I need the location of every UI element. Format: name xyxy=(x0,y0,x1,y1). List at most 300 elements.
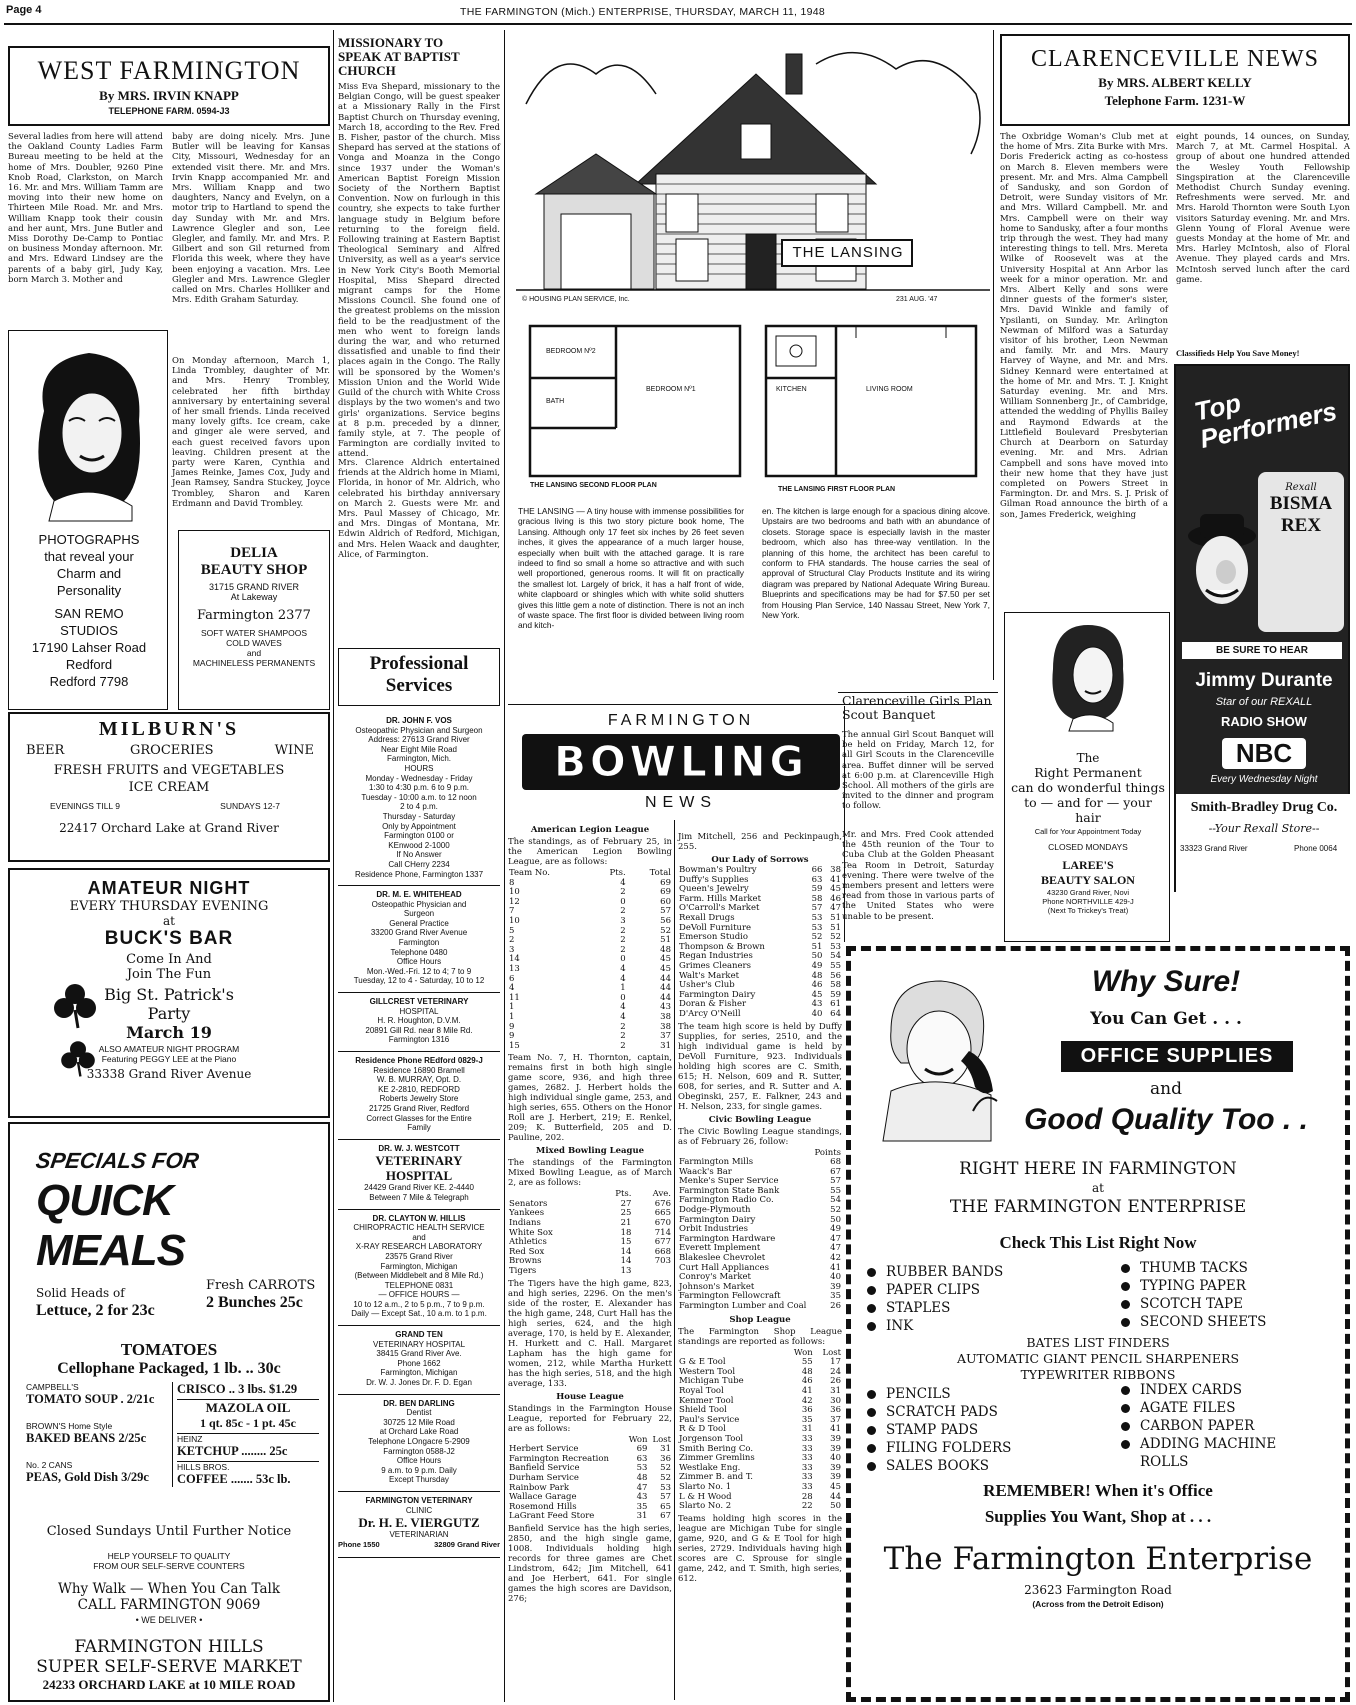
professional-card xyxy=(338,1326,500,1395)
bowling-column-spacer xyxy=(678,714,842,830)
table-cell: Rexall Drugs xyxy=(679,912,735,923)
card-line: Except Thursday xyxy=(389,1475,449,1485)
table-cell: 59 xyxy=(811,884,823,895)
table-cell: 10 xyxy=(509,915,520,926)
table-cell: 37 xyxy=(830,1414,841,1425)
service: COLD WAVES xyxy=(226,638,282,648)
table-cell: Farmington Recreation xyxy=(509,1453,609,1464)
standings-table xyxy=(508,1436,672,1522)
checklist-item xyxy=(867,1439,1067,1457)
card-line: Residence Phone REdford 0829-J xyxy=(355,1056,483,1065)
checklist-label: ROLLS xyxy=(1140,1454,1189,1470)
column-header: Ave. xyxy=(652,1189,671,1200)
table-cell: 55 xyxy=(830,1185,841,1196)
checklist-item xyxy=(867,1299,1067,1317)
table-cell: 14 xyxy=(509,954,520,965)
league-text: Banfield Service has the high series, 2850, and the high single game, 1008. Individuals holding high records for three games are Chet Lindstrom, 642; Jim Mitchell, 641 and Joe Herbert, 641. For single games the high scores are Davidson, 276; xyxy=(508,1523,672,1604)
table-cell: Kenmer Tool xyxy=(679,1395,734,1406)
card-line: Osteopathic Physician and xyxy=(371,899,467,909)
table-cell: 57 xyxy=(811,903,823,914)
checklist-left xyxy=(867,1385,1067,1475)
table-cell: 46 xyxy=(830,893,841,904)
house-description: THE LANSING — A tiny house with immense possibilities for gracious living is this two story picture book home, The Lansing. Although only 17 feet six inches by 26 feet seven inches, it gives the appearance of a much larger house, especially when built with the attached garage. It is rare indeed to find so small a home so attractive and with such well proportioned, generous rooms. It will fit on practically the smallest lot. Largely of brick, it has a half front of wide, white clapboard or shingles which with white solid shutters gives this little gem a note of distinction. There is not an inch of waste space. The first floor is divided between living room and kitch- xyxy=(518,506,744,631)
table-cell: 31 xyxy=(801,1424,813,1435)
league-heading: Shop League xyxy=(729,1314,791,1325)
table-cell: 50 xyxy=(830,1214,841,1225)
table-cell: 3 xyxy=(509,944,515,955)
table-cell: Thompson & Brown xyxy=(679,941,765,952)
table-cell: 42 xyxy=(830,1253,841,1264)
table-cell: Royal Tool xyxy=(679,1385,724,1396)
table-cell: Duffy's Supplies xyxy=(679,874,749,885)
league-text: Teams holding high scores in the league are Michigan Tube for single game, 920, and G & E Tool for high series, 2729. Individuals having high scores are C. Sprouse for single game, 242, and T. Smith, high series, 612. xyxy=(678,1513,842,1584)
bullet-icon xyxy=(867,1390,876,1399)
table-cell: 45 xyxy=(660,963,671,974)
table-cell: 10 xyxy=(509,887,520,898)
table-cell: 48 xyxy=(660,944,671,955)
card-line: VETERINARY xyxy=(375,1153,463,1169)
table-cell: 57 xyxy=(660,906,671,917)
table-cell: 31 xyxy=(830,1385,841,1396)
table-row xyxy=(508,955,672,965)
table-cell: 46 xyxy=(811,980,823,991)
star-name: Jimmy Durante xyxy=(1195,670,1333,691)
card-line: H. R. Houghton, D.V.M. xyxy=(377,1016,461,1026)
table-cell: Farmington State Bank xyxy=(679,1185,780,1196)
table-row xyxy=(508,917,672,927)
table-cell: 41 xyxy=(830,1262,841,1273)
table-cell: 69 xyxy=(636,1444,648,1455)
floor-plans xyxy=(516,318,990,502)
table-cell: 2 xyxy=(620,944,626,955)
item-brand: HEINZ xyxy=(177,1434,203,1444)
card-line: Roberts Jewelry Store xyxy=(379,1094,459,1104)
table-cell: 35 xyxy=(801,1414,813,1425)
card-line: Office Hours xyxy=(396,957,442,967)
table-cell: 13 xyxy=(509,963,520,974)
table-cell: 47 xyxy=(636,1482,648,1493)
item-label: Solid Heads of xyxy=(36,1286,125,1300)
san-remo-ad xyxy=(8,330,168,710)
table-cell: 52 xyxy=(660,1473,671,1483)
table-cell: 44 xyxy=(830,1491,841,1502)
card-line: CHIROPRACTIC HEALTH SERVICE xyxy=(353,1223,485,1233)
column-header: Total xyxy=(649,868,671,878)
table-cell: 67 xyxy=(660,1511,671,1522)
league-heading: House League xyxy=(556,1391,624,1402)
ad-headline: Why Sure! xyxy=(1091,965,1241,998)
table-cell: Rosemond Hills xyxy=(509,1501,577,1512)
card-line: 24429 Grand River KE. 2-4440 xyxy=(364,1183,474,1193)
table-cell: 50 xyxy=(811,951,823,962)
table-cell: 43 xyxy=(636,1492,648,1503)
ad-banner: OFFICE SUPPLIES xyxy=(1061,1041,1293,1072)
card-footer xyxy=(338,1540,500,1551)
table-cell: 52 xyxy=(660,925,671,936)
woman-portrait xyxy=(14,341,164,521)
card-line: HOSPITAL xyxy=(399,1006,439,1016)
west-farmington-header xyxy=(8,46,330,126)
league-text: The Farmington Shop League standings are reported as follows: xyxy=(678,1326,842,1347)
table-cell: 33 xyxy=(801,1433,813,1444)
table-cell: Farmington Mills xyxy=(679,1157,754,1168)
table-row xyxy=(508,946,672,956)
table-cell: 57 xyxy=(830,1176,841,1187)
checklist-label: BATES LIST FINDERS xyxy=(1026,1335,1170,1350)
bullet-icon xyxy=(1121,1422,1130,1431)
ad-item: GROCERIES xyxy=(130,743,214,758)
house-illustration xyxy=(516,34,990,310)
card-line: Thursday - Saturday xyxy=(382,811,456,821)
table-cell: 37 xyxy=(660,1031,671,1042)
item-brand: HILLS BROS. xyxy=(177,1462,230,1472)
section-title: Services xyxy=(385,675,453,696)
table-cell: Slarto No. 1 xyxy=(679,1481,732,1492)
quick-meals-ad xyxy=(8,1122,330,1702)
table-row xyxy=(508,907,672,917)
bullet-icon xyxy=(867,1426,876,1435)
bullet-icon xyxy=(867,1462,876,1471)
table-cell: 38 xyxy=(830,865,841,875)
professional-card xyxy=(338,1052,500,1140)
table-cell: R & D Tool xyxy=(679,1424,726,1435)
ad-line: Supplies You Want, Shop at . . . xyxy=(984,1507,1212,1526)
table-cell: 59 xyxy=(830,989,841,1000)
rexall-ad xyxy=(1174,364,1350,892)
table-cell: G & E Tool xyxy=(679,1357,726,1368)
professional-card xyxy=(338,993,500,1052)
checklist-item xyxy=(1121,1417,1341,1435)
ad-line: Every Wednesday Night xyxy=(1210,774,1318,785)
card-line: 30725 12 Mile Road xyxy=(383,1417,455,1427)
table-cell: 39 xyxy=(830,1462,841,1473)
logo-word: BOWLING xyxy=(553,737,809,786)
table-row xyxy=(508,879,672,889)
checklist-item xyxy=(867,1317,1067,1335)
table-cell: 69 xyxy=(660,887,671,898)
checklist-item xyxy=(867,1403,1067,1421)
table-cell: 40 xyxy=(811,1008,823,1019)
professional-card xyxy=(338,1210,500,1327)
table-cell: 33 xyxy=(801,1453,813,1464)
card-line: Address: 27613 Grand River xyxy=(368,735,470,745)
table-cell: Jorgenson Tool xyxy=(679,1433,744,1444)
amateur-night-ad xyxy=(8,868,330,1118)
ad-line: EVERY THURSDAY EVENING xyxy=(69,899,269,914)
table-cell: Rainbow Park xyxy=(509,1482,570,1493)
item-price: 1 qt. 85c - 1 pt. 45c xyxy=(177,1416,319,1434)
table-cell: 1 xyxy=(509,1002,515,1013)
card-line: DR. CLAYTON W. HILLIS xyxy=(372,1213,466,1223)
column-header: Lost xyxy=(652,1434,671,1445)
jimmy-durante-portrait xyxy=(1182,506,1262,626)
table-cell: 45 xyxy=(660,954,671,965)
table-cell: 665 xyxy=(654,1208,671,1219)
table-cell: 69 xyxy=(660,877,671,888)
checklist-label: SCOTCH TAPE xyxy=(1140,1296,1243,1312)
ad-script: Top Performers xyxy=(1191,387,1340,454)
column-header: Won xyxy=(628,1434,648,1445)
table-cell: 50 xyxy=(830,1501,841,1512)
delia-beauty-shop-ad xyxy=(178,530,330,710)
checklist-item xyxy=(1121,1381,1341,1399)
card-line: 23575 Grand River xyxy=(385,1251,453,1261)
bullet-icon xyxy=(867,1322,876,1331)
article-column: Several ladies from here will attend the Oakland County Ladies Farm Bureau meeting to be held at the home of Mrs. Doubler, 9260 Pine Knob Road, Clarkston, on March 16. Mr. and Mrs. William Tamm are moving into their new home on Thirteen Mile Road. Mr. and Mrs. William Knapp took their cousin and her aunt, Mrs. June Butler and Miss Dorothy De-Camp to Pontiac on business Monday afternoon. Mr. and Mrs. Edward Lindsey are the parents of a baby girl, Judy Kay, born March 3. Mother and xyxy=(8,132,163,285)
table-cell: 49 xyxy=(811,960,823,971)
checklist-label: STAMP PADS xyxy=(886,1422,979,1438)
checklist-label: AUTOMATIC GIANT PENCIL SHARPENERS xyxy=(956,1351,1240,1366)
studio-address: 17190 Lahser Road xyxy=(31,640,147,655)
table-row xyxy=(508,975,672,985)
table-cell: 3 xyxy=(620,915,626,926)
house-name: THE LANSING xyxy=(792,244,904,261)
table-cell: Farmington Dairy xyxy=(679,1214,756,1225)
checklist-item xyxy=(1121,1295,1341,1313)
table-cell: Queen's Jewelry xyxy=(679,884,749,895)
birthday-story: On Monday afternoon, March 1, Linda Trombley, daughter of Mr. and Mrs. Henry Trombley, celebrated her fifth birthday anniversary by entertaining several of her small friends. Linda received many lovely gifts. Ice cream, cake and ginger ale were served, and each guest received favors upon leaving. Children present at the party were Karen, Cynthia and James Reinke, James Cox, Judy and Jean Ramsey, Sandra Stuckey, Joyce Trombley, Sharon and Karen Erdmann and David Trombley. xyxy=(172,356,330,509)
table-cell: 22 xyxy=(801,1501,813,1512)
item-price: 2 Bunches 25c xyxy=(206,1294,303,1311)
table-cell: 676 xyxy=(654,1198,671,1209)
house-description: en. The kitchen is large enough for a spacious dining alcove. Upstairs are two bedrooms and bath with an abundance of closets. Storage space is especially lavish in the master bedroom, which also has three-way ventilation. In the planning of this home, the architect has been careful to conform to FHA standards. The house carries the seal of approval of Structural Clay Products Institute and its wiring diagram was prepared by National Adequate Wiring Bureau. Blueprints and specifications may be had for $7.50 per set from Housing Plan Service, 140 Nassau Street, New York 7, New York. xyxy=(762,506,990,621)
newspaper-location: (Across from the Detroit Edison) xyxy=(1032,1599,1164,1609)
checklist-title: Check This List Right Now xyxy=(999,1233,1197,1252)
table-cell: 668 xyxy=(654,1246,671,1257)
professional-cards xyxy=(338,712,500,1700)
column-header: Pts. xyxy=(615,1189,632,1200)
nbc-logo: NBC xyxy=(1222,738,1306,769)
service: and xyxy=(246,648,262,658)
checklist-label: SECOND SHEETS xyxy=(1140,1314,1267,1330)
league-heading: Our Lady of Sorrows xyxy=(711,855,809,865)
ad-line: Big St. Patrick's xyxy=(104,985,234,1004)
card-line: Only by Appointment xyxy=(382,821,456,831)
professional-services-header xyxy=(338,648,500,706)
professional-card xyxy=(338,886,500,993)
hours: SUNDAYS 12-7 xyxy=(220,801,280,811)
store-name: FARMINGTON HILLS xyxy=(74,1637,264,1657)
column-header: Points xyxy=(814,1147,841,1158)
article-column: baby are doing nicely. Mrs. June Butler will be leaving for Kansas City, Missouri, Wednesday for an extended visit there. Mr. and Mrs. Irvin Knapp accompanied Mr. and Mrs. William Knapp and two daughters, Nancy and Evelyn, on a motor trip to Hartland to spend the day Sunday with Mr. and Mrs. Lawrence Glegler and son, Lee Glegler, and family. Mr. and Mrs. P. Gilbert and son Gil returned from Florida this week, where they have been enjoying a vacation. Mrs. Lee Glegler and Mrs. Lawrence Glegler called on Mrs. Charles Holliker and Mrs. Edith Graham Saturday. xyxy=(172,132,330,306)
checklist-label: TYPEWRITER RIBBONS xyxy=(1020,1367,1176,1382)
card-line: 33200 Grand River Avenue xyxy=(370,928,468,938)
checklist-label: SCRATCH PADS xyxy=(886,1404,998,1420)
table-cell: 31 xyxy=(660,1040,671,1051)
table-cell: 41 xyxy=(801,1385,813,1396)
table-cell: 56 xyxy=(830,970,841,981)
ad-headline: AMATEUR NIGHT xyxy=(87,878,251,898)
checklist-item xyxy=(1121,1399,1341,1417)
ad-line: Why Walk — When You Can Talk xyxy=(57,1581,281,1597)
checklist-item xyxy=(867,1421,1067,1439)
plan-caption: THE LANSING FIRST FLOOR PLAN xyxy=(778,486,896,493)
table-cell: 61 xyxy=(830,999,841,1010)
card-line: Monday - Wednesday - Friday xyxy=(365,773,473,783)
card-line: 38415 Grand River Ave. xyxy=(376,1349,462,1359)
studio-city: Redford xyxy=(65,657,113,672)
shop-name: BEAUTY SHOP xyxy=(200,562,308,578)
card-line: General Practice xyxy=(389,918,449,928)
table-row xyxy=(508,1042,672,1052)
table-cell: 4 xyxy=(620,963,626,974)
checklist-label: STAPLES xyxy=(886,1300,951,1316)
salon-phone: Phone NORTHVILLE 429-J xyxy=(1042,897,1134,906)
bullet-icon xyxy=(1121,1318,1130,1327)
table-cell: 35 xyxy=(830,1291,841,1302)
ad-line: RADIO SHOW xyxy=(1221,714,1307,729)
ad-line: Personality xyxy=(56,583,122,598)
table-cell: 28 xyxy=(801,1491,813,1502)
item-price: KETCHUP ........ 25c xyxy=(177,1444,319,1462)
league-text: The standings of the Farmington Mixed Bowling League, as of March 2, are as follows: xyxy=(508,1158,672,1189)
studio-phone: Redford 7798 xyxy=(49,674,129,689)
item-price: BAKED BEANS 2/25c xyxy=(26,1431,147,1445)
ad-line: and xyxy=(1150,1079,1182,1099)
card-line: 1:30 to 4:30 p.m. 6 to 9 p.m. xyxy=(368,783,470,793)
table-cell: 45 xyxy=(830,1481,841,1492)
table-cell: 43 xyxy=(811,999,823,1010)
ad-line: ALSO AMATEUR NIGHT PROGRAM xyxy=(98,1044,240,1054)
ad-line: REMEMBER! When it's Office xyxy=(983,1481,1213,1500)
card-line: — OFFICE HOURS — xyxy=(378,1290,460,1300)
store-address: 24233 ORCHARD LAKE at 10 MILE ROAD xyxy=(42,1677,296,1692)
table-cell: 40 xyxy=(830,1453,841,1464)
table-cell: Grimes Cleaners xyxy=(679,960,751,971)
item-price: COFFEE ....... 53c lb. xyxy=(177,1472,291,1486)
checklist-label: PAPER CLIPS xyxy=(886,1282,980,1298)
ad-line: Come In And xyxy=(126,952,212,967)
ad-item: WINE xyxy=(274,743,314,758)
ad-line: Right Permanent xyxy=(1034,765,1142,780)
jar-label: Rexall xyxy=(1285,482,1317,493)
card-line: VETERINARY HOSPITAL xyxy=(372,1339,466,1349)
table-cell: 53 xyxy=(830,941,841,952)
column-header: Won xyxy=(793,1347,813,1358)
card-line: Dr. W. J. Jones Dr. F. D. Egan xyxy=(366,1378,472,1388)
table-cell: Paul's Service xyxy=(679,1414,740,1425)
table-cell: Browns xyxy=(509,1256,542,1267)
league-heading: Civic Bowling League xyxy=(708,1114,812,1125)
table-cell: 53 xyxy=(811,922,823,933)
table-cell: 36 xyxy=(801,1405,813,1416)
store-name: SUPER SELF-SERVE MARKET xyxy=(36,1657,302,1677)
table-row xyxy=(508,898,672,908)
clinic-address: 32809 Grand River xyxy=(434,1539,500,1549)
card-line: Telephone 0480 xyxy=(390,947,448,957)
masthead-rule xyxy=(4,23,1352,25)
card-line: Dr. H. E. VIERGUTZ xyxy=(358,1515,480,1531)
table-cell: 1 xyxy=(620,983,626,994)
bullet-icon xyxy=(1121,1264,1130,1273)
table-cell: 63 xyxy=(811,874,823,885)
table-cell: 41 xyxy=(830,1424,841,1435)
table-cell: Farmington Dairy xyxy=(679,989,756,1000)
service: MACHINELESS PERMANENTS xyxy=(192,658,316,668)
ad-line: at xyxy=(1092,1181,1104,1195)
professional-card xyxy=(338,1492,500,1558)
table-cell: 27 xyxy=(620,1198,632,1209)
ad-line: PHOTOGRAPHS xyxy=(38,532,140,547)
card-line: GRAND TEN xyxy=(395,1330,443,1340)
table-cell: 4 xyxy=(620,1011,626,1022)
ad-headline: QUICK MEALS xyxy=(36,1176,185,1275)
column-rule xyxy=(674,820,675,1700)
league-text: The standings, as of February 25, in the American Legion Bowling League, are as follows: xyxy=(508,837,672,867)
card-line: (Between Middlebelt and 8 Mile Rd.) xyxy=(354,1271,484,1281)
bowling-column xyxy=(678,714,842,1700)
standings-table xyxy=(678,1149,842,1312)
table-cell: 68 xyxy=(830,1157,841,1168)
table-cell: 14 xyxy=(620,1256,632,1267)
table-cell: 49 xyxy=(830,1224,841,1235)
table-cell: Herbert Service xyxy=(509,1444,579,1455)
table-cell: 39 xyxy=(830,1281,841,1292)
checklist-item xyxy=(1121,1435,1341,1453)
store-phone: CALL FARMINGTON 9069 xyxy=(77,1597,261,1613)
table-cell: Menke's Super Service xyxy=(679,1176,779,1187)
table-cell: 31 xyxy=(636,1511,648,1522)
table-row xyxy=(508,936,672,946)
article-column: eight pounds, 14 ounces, on Sunday, March 7, at Mt. Carmel Hospital. A group of about one hundred attended the Wesley Youth Fellowship Singspiration at the Clarenceville Methodist Church Sunday evening. Refreshments were served. Mr. and Mrs. Harold Thornton were South Lyon visitors Saturday evening. Mr. and Mrs. Glenn Young of Floral Avenue were guests Monday at the home of Mr. and Mrs. Harley McIntosh, also of Floral Avenue. They played cards and Mrs. McIntosh served lunch after the card game. xyxy=(1176,132,1350,285)
table-cell: 7 xyxy=(509,906,515,917)
section-title: CLARENCEVILLE NEWS xyxy=(1031,46,1319,72)
table-cell: Everett Implement xyxy=(679,1243,761,1254)
office-supplies-ad xyxy=(846,946,1350,1702)
league-text: The Civic Bowling League standings, as of February 26, follow: xyxy=(678,1126,842,1147)
card-line: KE 2-2810, REDFORD xyxy=(378,1084,460,1094)
card-line: Tuesday - 10:00 a.m. to 12 noon xyxy=(361,792,477,802)
league-text: The Tigers have the high game, 823, and high series, 2296. On the men's side of the roster, E. Alexander has the high game, 248, Curt Hall has the high series, 624, and the high average, 170, is held by E. Alexander, H. Hurkett and C. Hall. Margaret Lapham has the high game for women, 212, while Martha Hurkett has the high series, 518, and the high average, 133. xyxy=(508,1278,672,1389)
salon-name: BEAUTY SALON xyxy=(1041,873,1135,887)
table-cell: Curt Hall Appliances xyxy=(679,1262,769,1273)
table-cell: 30 xyxy=(830,1395,841,1406)
card-line: W. B. MURRAY, Opt. D. xyxy=(376,1075,462,1085)
table-cell: 4 xyxy=(620,973,626,984)
phone: Telephone Farm. 1231-W xyxy=(1104,93,1246,108)
table-cell: 13 xyxy=(620,1266,632,1277)
salon-name: LAREE'S xyxy=(1062,858,1114,872)
table-cell: 54 xyxy=(830,951,841,962)
table-cell: Walt's Market xyxy=(679,970,740,981)
card-line: DR. M. E. WHITEHEAD xyxy=(376,890,462,900)
table-cell: Orbit Industries xyxy=(679,1224,749,1235)
card-line: GILLCREST VETERINARY xyxy=(369,997,469,1007)
section-title: Professional xyxy=(369,653,469,674)
item-price: TOMATO SOUP . 2/21c xyxy=(26,1392,155,1406)
ad-line: Join The Fun xyxy=(126,967,212,982)
table-cell: Senators xyxy=(509,1198,548,1209)
table-row xyxy=(508,1512,672,1522)
ad-line: You Can Get . . . xyxy=(1090,1009,1242,1029)
article-headline: Clarenceville Girls Plan Scout Banquet xyxy=(842,693,992,722)
table-cell: 39 xyxy=(830,1472,841,1483)
card-line: VETERINARIAN xyxy=(389,1530,449,1540)
table-cell: D'Arcy O'Neill xyxy=(679,1008,741,1019)
table-cell: 53 xyxy=(636,1463,648,1474)
card-line: 20891 Gill Rd. near 8 Mile Rd. xyxy=(365,1025,473,1035)
card-line: 21725 Grand River, Redford xyxy=(368,1103,470,1113)
bullet-icon xyxy=(867,1304,876,1313)
card-line: CLINIC xyxy=(405,1505,433,1515)
page-number: Page 4 xyxy=(6,4,42,16)
room-label: BATH xyxy=(546,398,565,405)
item-label: MAZOLA OIL xyxy=(205,1400,291,1415)
table-cell: 67 xyxy=(830,1166,841,1177)
standings-table xyxy=(678,866,842,1020)
checklist-label: TYPING PAPER xyxy=(1140,1278,1246,1294)
table-cell: 55 xyxy=(830,960,841,971)
